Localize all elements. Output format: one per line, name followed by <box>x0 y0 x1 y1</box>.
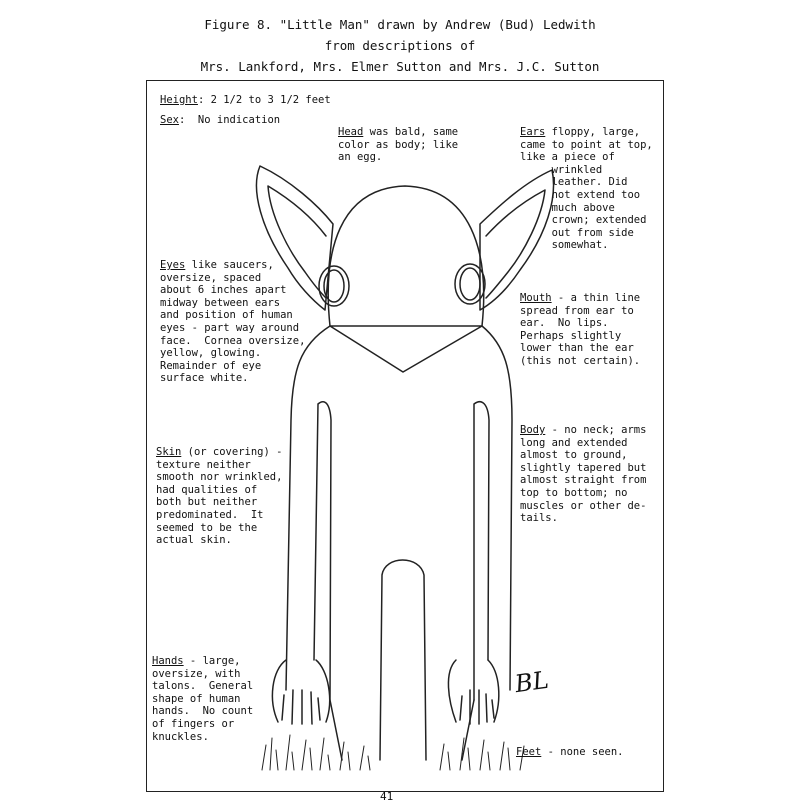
left-arm <box>314 402 331 700</box>
caption-line-2: from descriptions of <box>324 38 476 53</box>
note-body-text: - no neck; arms long and extended almost to ground, slightly tapered but almost straight from top to bottom; no muscles or other de- tails. <box>520 424 647 525</box>
note-hands <box>152 655 253 743</box>
note-mouth <box>520 292 640 368</box>
note-hands-text: - large, oversize, with talons. General shape of human hands. No count of fingers or knuckles. <box>152 655 254 743</box>
note-eyes <box>160 259 305 385</box>
note-skin-text: (or covering) - texture neither smooth nor wrinkled, had qualities of both but neither predominated. It seemed to be the actual skin. <box>156 446 283 547</box>
note-feet-text: - none seen. <box>541 746 624 758</box>
note-height-text: : 2 1/2 to 3 1/2 feet <box>197 94 331 106</box>
note-skin <box>156 446 282 547</box>
head-outline <box>328 186 483 326</box>
term-body: Body <box>520 424 546 436</box>
note-head <box>338 126 458 164</box>
term-feet: Feet <box>516 746 542 758</box>
note-feet <box>516 746 623 759</box>
note-height <box>160 94 331 107</box>
caption-line-3: Mrs. Lankford, Mrs. Elmer Sutton and Mrs. J.C. Sutton <box>200 59 600 74</box>
page-number: 41 <box>380 790 394 803</box>
term-hands: Hands <box>152 655 184 667</box>
caption-line-1: Figure 8. "Little Man" drawn by Andrew (Bud) Ledwith <box>204 17 596 32</box>
term-mouth: Mouth <box>520 292 552 304</box>
artist-signature: BL <box>513 665 551 699</box>
term-skin: Skin <box>156 446 182 458</box>
left-hand <box>272 660 329 722</box>
legs <box>330 560 474 760</box>
note-ears-text: floppy, large, came to point at top, like a piece of wrinkled leather. Did not extend too much above crown; extended out from side somewhat. <box>520 126 653 252</box>
term-sex: Sex <box>160 114 179 126</box>
term-ears: Ears <box>520 126 546 138</box>
body-outline <box>286 326 512 690</box>
note-sex <box>160 114 280 127</box>
grass <box>262 735 524 770</box>
term-eyes: Eyes <box>160 259 186 271</box>
note-body <box>520 424 646 525</box>
note-head-text: was bald, same color as body; like an egg. <box>338 126 459 164</box>
term-height: Height <box>160 94 198 106</box>
note-ears <box>520 126 653 252</box>
note-mouth-text: - a thin line spread from ear to ear. No lips. Perhaps slightly lower than the ear (this not certain). <box>520 292 641 367</box>
term-head: Head <box>338 126 364 138</box>
note-eyes-text: like saucers, oversize, spaced about 6 inches apart midway between ears and position of human eyes - part way around face. Cornea oversize, yellow, glowing. Remainder of eye surface white. <box>160 259 306 385</box>
right-arm <box>474 402 489 700</box>
face-triangle <box>330 326 482 372</box>
note-sex-text: : No indication <box>178 114 281 126</box>
